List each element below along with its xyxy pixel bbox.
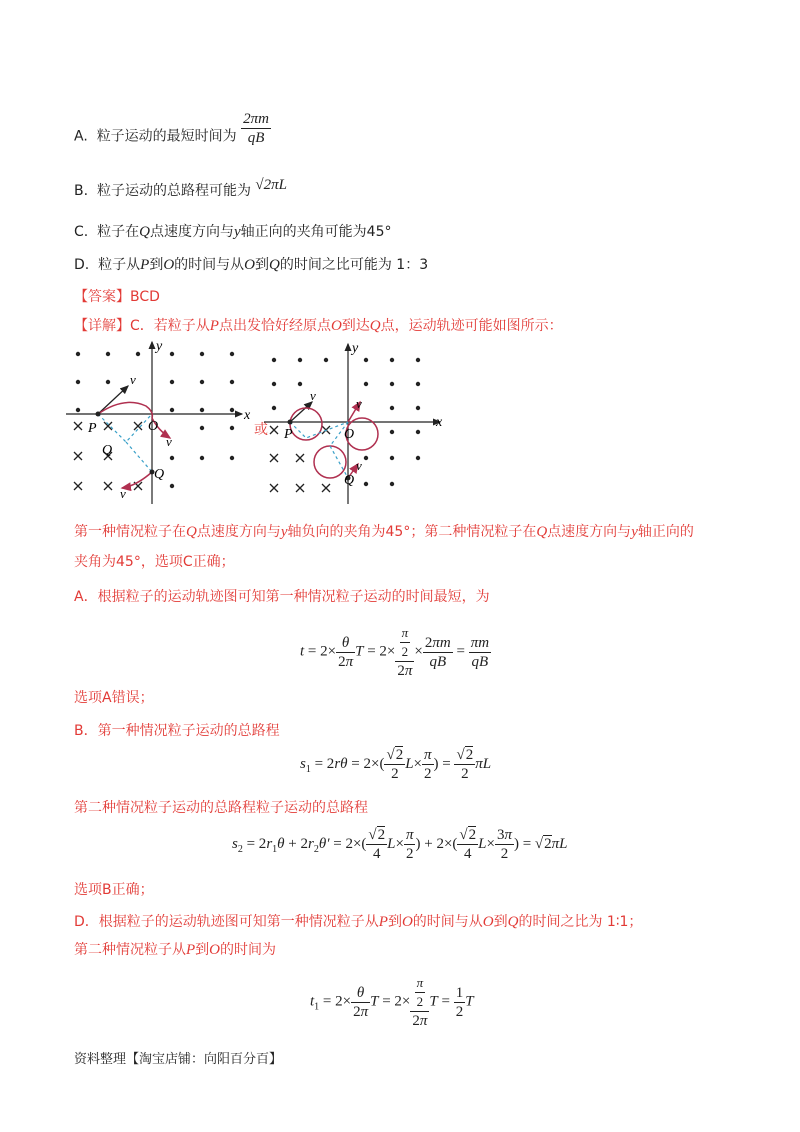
a-result: 选项A错误； bbox=[74, 690, 154, 706]
label-o: O bbox=[148, 419, 159, 434]
trajectory-circle-lower bbox=[314, 446, 346, 478]
or-label: 或 bbox=[254, 422, 268, 438]
explanation-intro: 【详解】C．若粒子从P点出发恰好经原点O到达Q点，运动轨迹可能如图所示： bbox=[74, 318, 563, 334]
label-o-2: O bbox=[344, 427, 355, 442]
label-v-q: v bbox=[120, 486, 126, 501]
trajectory-figure-1 bbox=[66, 338, 256, 506]
answer: 【答案】BCD bbox=[74, 289, 160, 305]
b-explanation: B．第一种情况粒子运动的总路程 bbox=[74, 723, 280, 739]
option-a: A. 粒子运动的最短时间为 $\frac{2\pi m}{qB}$ bbox=[74, 111, 269, 146]
label-q-center: Q bbox=[102, 443, 113, 458]
field-crosses-2 bbox=[270, 426, 330, 492]
velocity-arrow-start bbox=[98, 386, 128, 414]
option-b-expr: √2πL bbox=[255, 177, 288, 193]
label-v-o: v bbox=[166, 434, 172, 449]
d-explanation: D．根据粒子的运动轨迹图可知第一种情况粒子从P到O的时间与从O到Q的时间之比为 1∶1； bbox=[74, 914, 643, 930]
c-explanation-line-2: 夹角为45°，选项C正确； bbox=[74, 554, 235, 570]
formula-time-min: t = 2× $\frac{\theta}{2\pi}$ T = 2× $\frac{\frac{\pi}{2}}{2\pi}$ × $\frac{2\pi m}{qB}$ = $\frac{\pi m}{qB}$ bbox=[300, 625, 490, 679]
x-axis-label-2: x bbox=[436, 415, 443, 430]
footer-note: 资料整理【淘宝店铺：向阳百分百】 bbox=[74, 1052, 283, 1067]
trajectory-figure-2 bbox=[264, 338, 454, 506]
option-c: C. 粒子在Q点速度方向与y轴正向的夹角可能为45° bbox=[74, 224, 392, 240]
d-explanation-2: 第二种情况粒子从P到O的时间为 bbox=[74, 942, 277, 958]
y-axis-label: y bbox=[156, 339, 163, 354]
label-v-q-2: v bbox=[356, 458, 362, 473]
option-a-fraction: $\frac{2\pi m}{qB}$ bbox=[243, 111, 269, 146]
formula-path-1: $s_1 = 2r\theta = 2\times$( $\frac{√2}{2}$ L× $\frac{\pi}{2}$ ) = $\frac{√2}{2}$ πL bbox=[300, 747, 492, 782]
option-b: B. 粒子运动的总路程可能为 √2πL bbox=[74, 177, 288, 199]
label-v-start-2: v bbox=[310, 388, 316, 403]
label-p-2: P bbox=[284, 427, 293, 442]
b-explanation-2: 第二种情况粒子运动的总路程粒子运动的总路程 bbox=[74, 800, 368, 816]
option-d: D. 粒子从P到O的时间与从O到Q的时间之比可能为 1：3 bbox=[74, 257, 429, 273]
x-axis-label: x bbox=[244, 408, 251, 423]
trajectory-arc-upper bbox=[98, 402, 152, 418]
label-q-2: Q bbox=[344, 473, 355, 488]
formula-path-2: $s_2 = 2r_1\theta + 2r_2\theta' = 2\times$( $\frac{√2}{4}$ L× $\frac{\pi}{2}$ ) + 2×( $\frac{√2}{4}$ L× $\frac{3\pi}{2}$ ) = √2πL bbox=[232, 827, 568, 862]
b-result: 选项B正确； bbox=[74, 882, 154, 898]
velocity-arrow-start-2 bbox=[290, 402, 312, 422]
formula-time-po: $t_1 = 2\times$ $\frac{\theta}{2\pi}$ T = 2× $\frac{\frac{\pi}{2}}{2\pi}$ T = $\frac{1}{2}$ T bbox=[310, 975, 474, 1029]
y-axis-label-2: y bbox=[352, 341, 359, 356]
label-q: Q bbox=[154, 467, 165, 482]
radius-lines-2 bbox=[290, 422, 348, 438]
a-explanation: A．根据粒子的运动轨迹图可知第一种情况粒子运动的时间最短，为 bbox=[74, 589, 490, 605]
label-p: P bbox=[88, 421, 97, 436]
label-v-o-2: v bbox=[356, 396, 362, 411]
trajectory-circle-small bbox=[290, 408, 322, 440]
c-explanation-line-1: 第一种情况粒子在Q点速度方向与y轴负向的夹角为45°；第二种情况粒子在Q点速度方向与y轴正向的 bbox=[74, 524, 694, 540]
label-v-start: v bbox=[130, 372, 136, 387]
